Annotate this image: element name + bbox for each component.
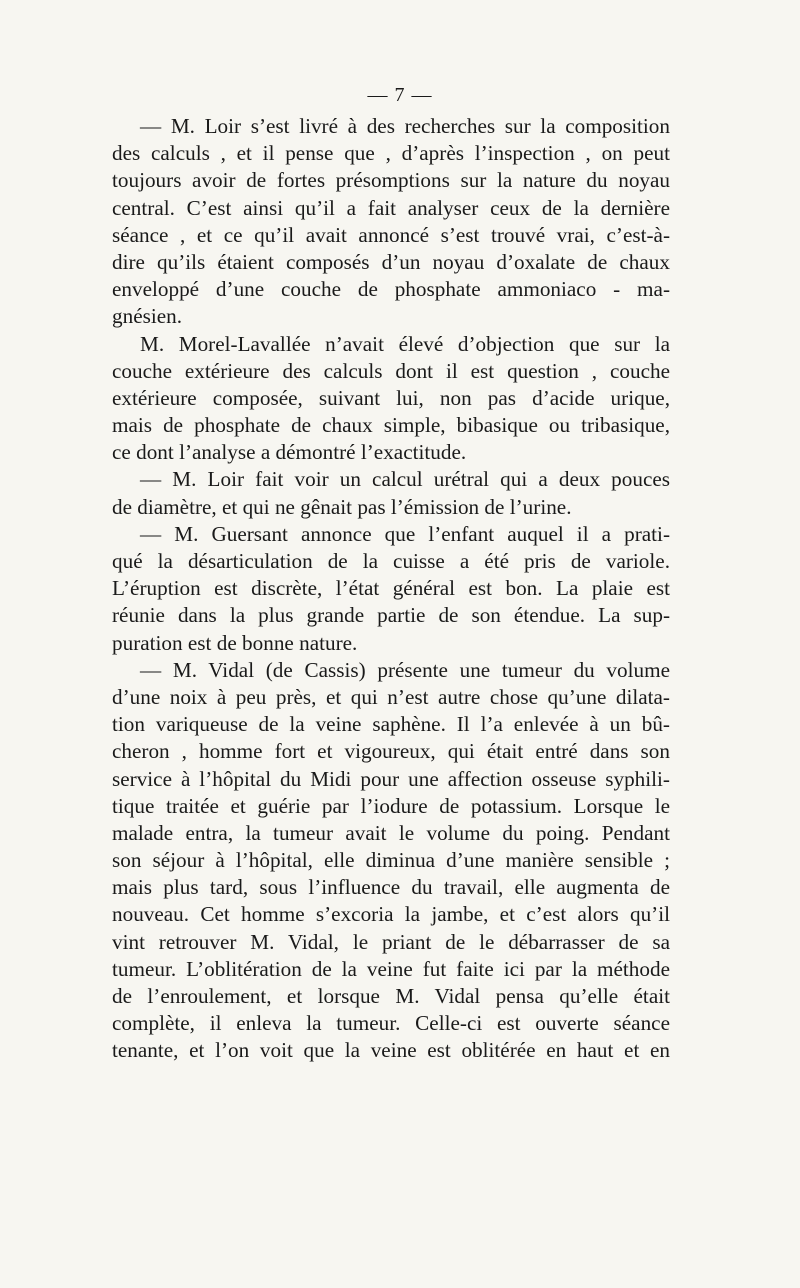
text-line: vint retrouver M. Vidal, le priant de le débarrasser de sa <box>112 929 670 954</box>
text-line: puration est de bonne nature. <box>112 630 358 655</box>
paragraph-loir-uretral <box>112 466 670 520</box>
text-line: dire qu’ils étaient composés d’un noyau d’oxalate de chaux <box>112 249 670 274</box>
text-line: service à l’hôpital du Midi pour une affection osseuse syphili- <box>112 766 670 791</box>
text-line: nouveau. Cet homme s’excoria la jambe, et c’est alors qu’il <box>112 902 670 927</box>
text-line: ce dont l’analyse a démontré l’exactitude. <box>112 440 467 465</box>
text-line: tion variqueuse de la veine saphène. Il l’a enlevée à un bû- <box>112 712 670 737</box>
text-line: — M. Loir fait voir un calcul urétral qui a deux pouces <box>140 467 670 492</box>
body-text <box>112 113 670 1065</box>
paragraph-morel-lavallee <box>112 331 670 467</box>
text-line: de l’enroulement, et lorsque M. Vidal pensa qu’elle était <box>112 984 670 1008</box>
text-line: tenante, et l’on voit que la veine est oblitérée en haut et en <box>112 1038 670 1063</box>
text-line: — M. Loir s’est livré à des recherches sur la composition <box>140 114 670 138</box>
paragraph-vidal <box>112 657 670 1065</box>
text-line: tique traitée et guérie par l’iodure de potassium. Lorsque le <box>112 793 670 818</box>
paragraph-loir-calculs <box>112 113 670 331</box>
text-line: des calculs , et il pense que , d’après l’inspection , on peut <box>112 141 670 166</box>
text-line: malade entra, la tumeur avait le volume du poing. Pendant <box>112 820 670 845</box>
text-line: de diamètre, et qui ne gênait pas l’émission de l’urine. <box>112 494 572 519</box>
text-line: toujours avoir de fortes présomptions sur la nature du noyau <box>112 168 670 193</box>
text-line: L’éruption est discrète, l’état général est bon. La plaie est <box>112 576 670 601</box>
text-line: d’une noix à peu près, et qui n’est autre chose qu’une dilata- <box>112 684 670 709</box>
paragraph-guersant <box>112 521 670 657</box>
text-line: son séjour à l’hôpital, elle diminua d’une manière sensible ; <box>112 848 670 873</box>
text-line: central. C’est ainsi qu’il a fait analyser ceux de la dernière <box>112 195 670 220</box>
text-line: — M. Guersant annonce que l’enfant auquel il a prati- <box>140 521 670 546</box>
text-line: mais plus tard, sous l’influence du travail, elle augmenta de <box>112 875 670 900</box>
text-line: enveloppé d’une couche de phosphate ammoniaco - ma- <box>112 277 670 302</box>
page-number: — 7 — <box>367 84 433 106</box>
text-line: M. Morel-Lavallée n’avait élevé d’objection que sur la <box>140 331 670 356</box>
text-line: complète, il enleva la tumeur. Celle-ci est ouverte séance <box>112 1011 670 1036</box>
text-line: séance , et ce qu’il avait annoncé s’est trouvé vrai, c’est-à- <box>112 222 670 247</box>
text-line: — M. Vidal (de Cassis) présente une tumeur du volume <box>140 657 670 682</box>
text-line: tumeur. L’oblitération de la veine fut faite ici par la méthode <box>112 956 670 981</box>
text-line: qué la désarticulation de la cuisse a été pris de variole. <box>112 549 670 573</box>
text-line: cheron , homme fort et vigoureux, qui était entré dans son <box>112 739 670 764</box>
text-line: couche extérieure des calculs dont il est question , couche <box>112 358 670 383</box>
text-line: extérieure composée, suivant lui, non pas d’acide urique, <box>112 385 670 410</box>
text-line: gnésien. <box>112 304 183 329</box>
text-line: mais de phosphate de chaux simple, bibasique ou tribasique, <box>112 413 670 438</box>
text-line: réunie dans la plus grande partie de son étendue. La sup- <box>112 603 670 628</box>
